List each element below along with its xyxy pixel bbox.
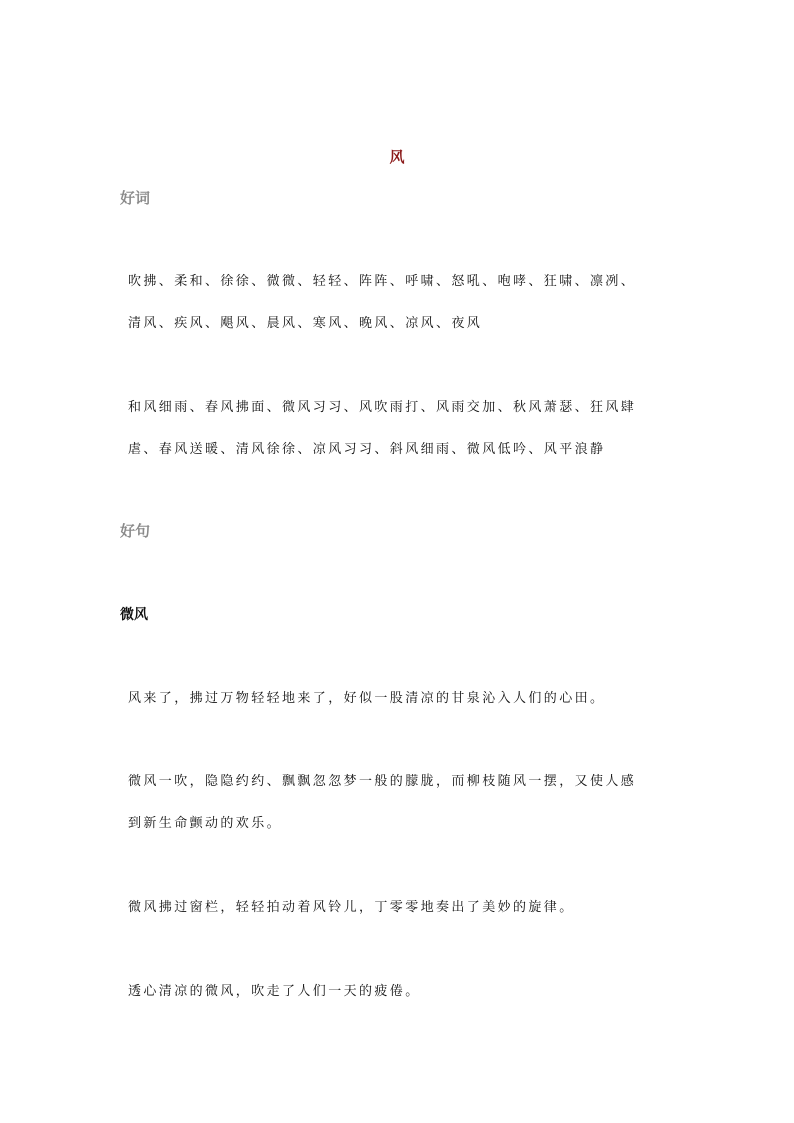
text-line: 虐、春风送暖、清风徐徐、凉风习习、斜风细雨、微风低吟、风平浪静	[128, 442, 606, 457]
sentence-paragraph	[128, 898, 688, 918]
subheading-breeze: 微风	[120, 607, 148, 623]
sentence-paragraph	[128, 772, 688, 834]
text-line: 微风一吹，隐隐约约、飘飘忽忽梦一般的朦胧，而柳枝随风一摆，又使人感	[128, 774, 637, 789]
section-heading-good-words: 好词	[120, 189, 151, 207]
word-list-single	[128, 272, 688, 334]
text-line: 微风拂过窗栏，轻轻拍动着风铃儿，丁零零地奏出了美妙的旋律。	[128, 900, 575, 915]
word-list-idioms	[128, 398, 688, 460]
text-line: 透心清凉的微风，吹走了人们一天的疲倦。	[128, 984, 421, 999]
text-line: 吹拂、柔和、徐徐、微微、轻轻、阵阵、呼啸、怒吼、咆哮、狂啸、凛冽、	[128, 274, 637, 289]
text-line: 清风、疾风、飓风、晨风、寒风、晚风、凉风、夜风	[128, 316, 483, 331]
sentence-paragraph	[128, 982, 688, 1002]
section-heading-good-sentences: 好句	[120, 522, 151, 540]
sentence-paragraph	[128, 689, 688, 709]
document-title: 风	[389, 148, 405, 166]
text-line: 到新生命颤动的欢乐。	[128, 816, 283, 831]
text-line: 风来了，拂过万物轻轻地来了，好似一股清凉的甘泉沁入人们的心田。	[128, 691, 606, 706]
text-line: 和风细雨、春风拂面、微风习习、风吹雨打、风雨交加、秋风萧瑟、狂风肆	[128, 400, 637, 415]
